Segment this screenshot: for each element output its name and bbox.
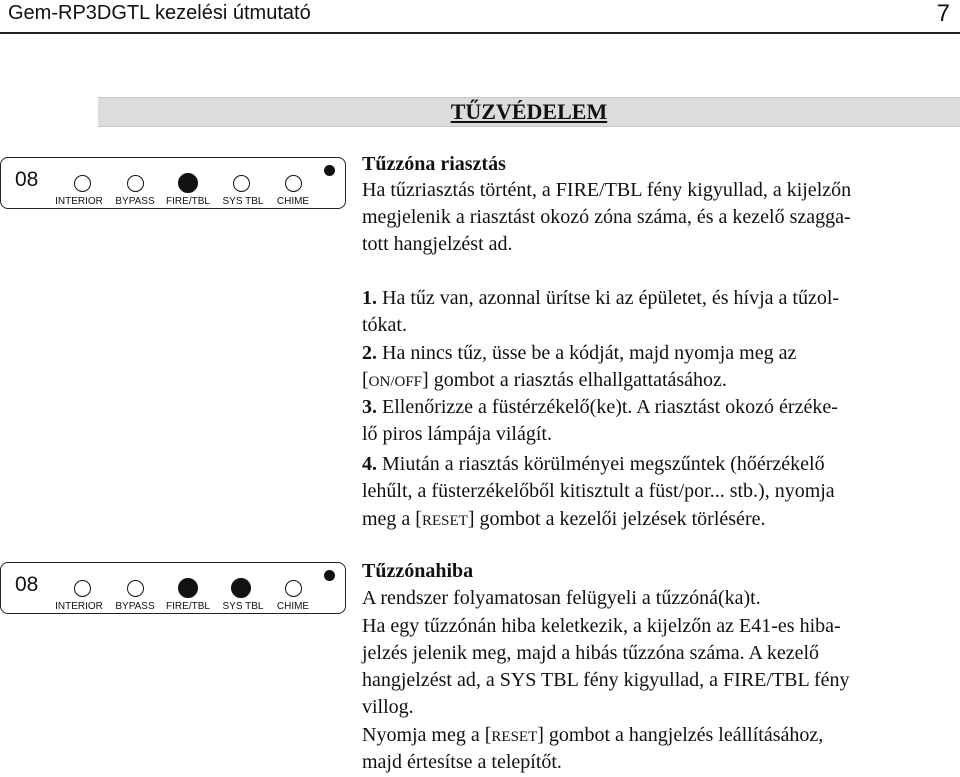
paragraph-line: jelzés jelenik meg, majd a hibás tűzzóna száma. A kezelő	[362, 642, 820, 664]
paragraph-line: A rendszer folyamatosan felügyeli a tűzzóná(ka)t.	[362, 587, 761, 609]
step-2	[362, 341, 796, 366]
step-3	[362, 395, 838, 420]
step-number: 4.	[362, 453, 377, 475]
step-4	[362, 452, 825, 477]
interior-label: INTERIOR	[55, 601, 103, 612]
step-text: Ellenőrizze a füstérzékelő(ke)t. A riasztást okozó érzéke-	[382, 396, 838, 418]
keypad-display-fire-trouble	[0, 562, 346, 614]
fire-tbl-led-icon	[178, 578, 198, 598]
section-title-bar	[98, 97, 960, 127]
zone-number: 08	[15, 168, 39, 191]
key-name: RESET	[491, 729, 538, 745]
paragraph-line: hangjelzést ad, a SYS TBL fény kigyullad, a FIRE/TBL fény	[362, 669, 850, 691]
step-text: Miután a riasztás körülményei megszűntek (hőérzékelő	[382, 453, 825, 475]
sys-tbl-label: SYS TBL	[222, 601, 264, 612]
chime-label: CHIME	[276, 601, 310, 612]
sys-tbl-label: SYS TBL	[222, 196, 264, 207]
fire-tbl-led-icon	[178, 173, 198, 193]
interior-led-icon	[74, 175, 91, 192]
step-text-continued: meg a [RESET] gombot a kezelői jelzések törlésére.	[362, 508, 766, 530]
paragraph-line: tott hangjelzést ad.	[362, 233, 513, 255]
page-header	[0, 0, 960, 34]
step-text: Ha nincs tűz, üsse be a kódját, majd nyomja meg az	[382, 342, 797, 364]
bypass-label: BYPASS	[115, 196, 155, 207]
paragraph-line: Ha egy tűzzónán hiba keletkezik, a kijelzőn az E41-es hiba-	[362, 615, 841, 637]
chime-led-icon	[285, 175, 302, 192]
chime-led-icon	[285, 580, 302, 597]
step-text-continued: lehűlt, a füsterzékelőből kitisztult a füst/por... stb.), nyomja	[362, 480, 835, 502]
paragraph-line: megjelenik a riasztást okozó zóna száma, és a kezelő szagga-	[362, 206, 851, 228]
paragraph-line: villog.	[362, 696, 414, 718]
bypass-led-icon	[127, 175, 144, 192]
bypass-led-icon	[127, 580, 144, 597]
sys-tbl-led-icon	[233, 175, 250, 192]
step-text-continued: [ON/OFF] gombot a riasztás elhallgattatásához.	[362, 369, 727, 391]
step-number: 3.	[362, 396, 377, 418]
power-indicator-icon	[324, 570, 335, 581]
key-name: ON/OFF	[368, 374, 423, 390]
key-name: RESET	[421, 513, 468, 529]
section-title: TŰZVÉDELEM	[450, 99, 608, 124]
chime-label: CHIME	[276, 196, 310, 207]
interior-label: INTERIOR	[55, 196, 103, 207]
document-title: Gem-RP3DGTL kezelési útmutató	[8, 2, 311, 24]
interior-led-icon	[74, 580, 91, 597]
step-1	[362, 286, 839, 311]
step-text-continued: tókat.	[362, 314, 407, 336]
heading-fire-zone-alarm: Tűzzóna riasztás	[362, 153, 506, 175]
zone-number: 08	[15, 573, 39, 596]
keypad-display-fire-alarm	[0, 157, 346, 209]
heading-fire-zone-trouble: Tűzzónahiba	[362, 560, 474, 582]
step-number: 1.	[362, 287, 377, 309]
paragraph-line: Ha tűzriasztás történt, a FIRE/TBL fény kigyullad, a kijelzőn	[362, 179, 852, 201]
step-number: 2.	[362, 342, 377, 364]
sys-tbl-led-icon	[231, 578, 251, 598]
fire-tbl-label: FIRE/TBL	[166, 601, 210, 612]
paragraph-line: Nyomja meg a [RESET] gombot a hangjelzés leállításához,	[362, 724, 824, 746]
step-text: Ha tűz van, azonnal ürítse ki az épületet, és hívja a tűzol-	[382, 287, 840, 309]
paragraph-line: majd értesítse a telepítőt.	[362, 751, 562, 773]
power-indicator-icon	[324, 165, 335, 176]
fire-tbl-label: FIRE/TBL	[166, 196, 210, 207]
page-number: 7	[936, 0, 950, 27]
header-divider	[0, 32, 960, 34]
step-text-continued: lő piros lámpája világít.	[362, 423, 552, 445]
bypass-label: BYPASS	[115, 601, 155, 612]
